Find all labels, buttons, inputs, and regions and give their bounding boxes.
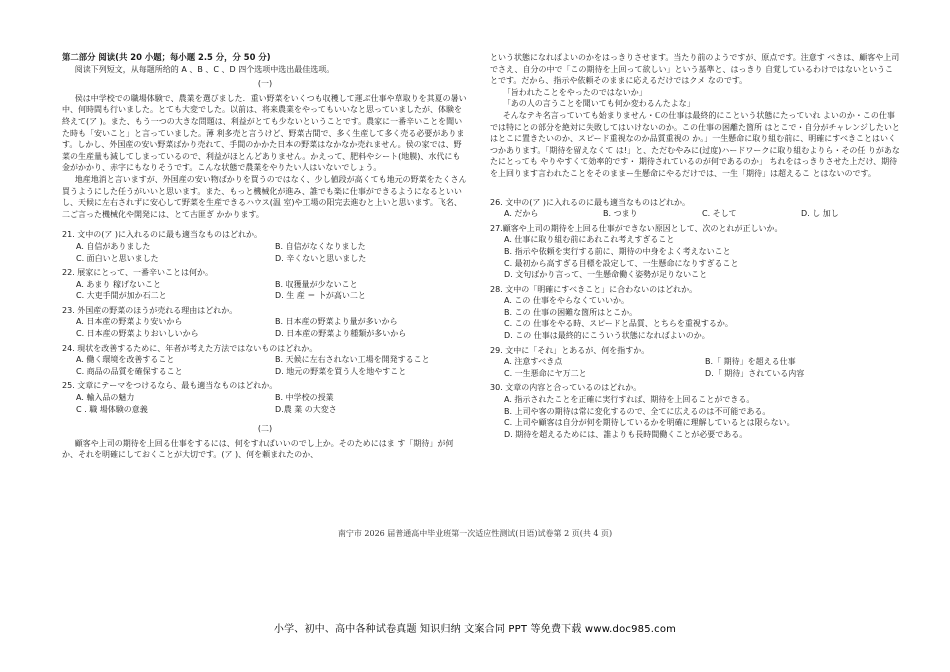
right-column: [490, 52, 900, 440]
option-d[interactable]: D. 日本産の野菜より種類が多いから: [275, 329, 407, 339]
option-b[interactable]: B. 指示や依頼を実行する前に、期待の中身をよく考えないこと: [504, 246, 731, 256]
passage2-quote: 「あの人の言うことを聞いても何か変わるんたよな」: [502, 99, 695, 109]
option-a[interactable]: A. 注意すべき点: [504, 357, 563, 367]
passage2-paragraph: そんなテキ名言っていても始まりません・ℂの仕事は最終的にこという状態にたっていれ よいのか・この仕事では特にとの部分を絶対に失敗してはいけないのか。この仕事の困離た箇所 はとこで・自分がチャレンジしたいとはとこに置きたいのか、スピード重視なのか品質重視の か。」一生懸命に取り組む前に、明確にすべきことはいくつかあります。「期待を留えなくて は!」と、ただむやみに(过度)ハードワークに取り組むよりら・その任 りがあなたにとっても やりやすくて効率的です・ 期待されているのが何であるのか」 ちれをはっきりさせた上だけ、期待を上回ります言われたことをそのままー生懸命にやるだけでは、一生「期待」は超えるこ とはないのです。: [490, 110, 900, 178]
passage2-label: (二): [257, 424, 273, 434]
option-c[interactable]: C. 日本産の野菜よりおいしいから: [76, 329, 199, 339]
option-b[interactable]: B. 自信がなくなりました: [275, 241, 366, 251]
option-a[interactable]: A. この 仕事をやらなくていいか。: [504, 296, 629, 306]
question-25: [62, 380, 468, 415]
passage2-paragraph: 顧客や上司の期待を上回る仕事をするには、何をすればいいのでし上か。そのためにはま す「期待」が何か、それを明確にしておくことが大切です。(ア )、何を頼まれたのか、: [62, 438, 454, 460]
download-ad-footer: 小学、初中、高中各种试卷真题 知识归纳 文案合同 PPT 等免费下载 www.doc985.com: [273, 624, 677, 635]
option-d[interactable]: D.農 業 の大変さ: [275, 404, 337, 414]
option-b[interactable]: B. 中学校の授業: [275, 393, 334, 403]
option-c[interactable]: C. 大吏手間が加か石二と: [76, 291, 167, 301]
option-a[interactable]: A. 仕事に取り組む前にあれこれ考えすぎること: [504, 235, 675, 245]
passage2-quote: 「旨われたことをやったのではないか」: [502, 87, 647, 97]
option-d[interactable]: D. 辛くないと思いました: [275, 253, 367, 263]
question-stem: 30. 文章の内容と合っているのはどれか。: [490, 383, 642, 393]
option-a[interactable]: A. 働く環境を改善すること: [76, 355, 175, 365]
option-d[interactable]: D. 生 産 ＝ 卜が高い二と: [275, 291, 366, 301]
question-30: [490, 382, 900, 440]
option-b[interactable]: B. 天候に左右されない工場を開発すること: [275, 355, 430, 365]
question-24: [62, 343, 468, 378]
option-d[interactable]: D. 地元の野菜を買う人を地やすこと: [275, 366, 407, 376]
option-b[interactable]: B. 日本産の野菜より量が多いから: [275, 317, 398, 327]
part-header: 第二部分 阅读(共 20 小题；每小题 2.5 分，分 50 分): [62, 52, 271, 62]
option-d[interactable]: D.「 期待」されている内容: [705, 368, 805, 378]
option-a[interactable]: A. 自信がありました: [76, 241, 151, 251]
question-29: [490, 345, 900, 380]
option-c[interactable]: C . 職 場体験の意義: [76, 404, 148, 414]
passage1-label: (一): [257, 79, 273, 89]
option-c[interactable]: C. 面白いと思いました: [76, 253, 159, 263]
option-d[interactable]: D. 期待を超えるためには、誰よりも長時間働くことが必要である。: [504, 429, 748, 439]
left-column: [62, 52, 468, 461]
option-b[interactable]: B. 上司や客の期待は常に変化するので、全てに広えるのは不可能である。: [504, 406, 771, 416]
question-27: [490, 223, 900, 281]
option-b[interactable]: B.「 期待」を超える仕事: [705, 357, 796, 367]
part-instruction: 阅读下列短文，从每题所给的 A 、B 、C 、D 四个选项中选出最佳选项。: [74, 64, 335, 74]
question-26: [490, 197, 900, 220]
option-c[interactable]: C. この 仕事をやる時、スピードと品質、とちらを重視するか。: [504, 319, 733, 329]
option-b[interactable]: B. この 仕事の困難な箇所はとこか。: [504, 307, 638, 317]
question-stem: 21. 文中の(ア )に入れるのに最も適当なものはどれか。: [62, 230, 263, 240]
question-stem: 22. 展家にとって、一番辛いことは何か。: [62, 268, 213, 278]
option-a[interactable]: A. だから: [504, 209, 539, 219]
option-c[interactable]: C. 商品の品質を確保すること: [76, 366, 183, 376]
passage2-paragraph: という状態になればよいのかをはっきりさせます。当たり前のようですが、原点です。注意す べきは、顧客や上司でさえ、自分の中で「この期待を上回って欲しい」という基準と、はっきり 自覚しているわけではないということです。だから、指示や依頼そのままに応えるだけではクメ なのです。: [490, 53, 900, 86]
passage1-paragraph: 地産地消と言いますが、外国産の安い物ばかりを買うのではなく、少し値段が高くても地元の野菜をたくさん買うようにした任うがいいと思います。また、もっと機械化が進み、誰でも楽に仕事ができるようになるといいし、天候に左右されずに安心して野菜を生産できるハウス(温 室)や工場の阳完去進むと上いと思います。飞名、二ご言った機械化や開発には、とて古匪ぎ かかります。: [62, 174, 467, 219]
option-b[interactable]: B. つまり: [603, 209, 638, 219]
option-a[interactable]: A. あまり 稼げないこと: [76, 279, 161, 289]
option-a[interactable]: A. 指示されたことを正確に実行すれば、期待を上回ることができる。: [504, 395, 755, 405]
option-b[interactable]: B. 収獲量が少ないこと: [275, 279, 358, 289]
option-c[interactable]: C. 最初から高すぎる目標を設定して、一生懸命になりすぎること: [504, 258, 739, 268]
option-c[interactable]: C. 一生悪命にヤ万二と: [504, 368, 587, 378]
page-footer: 南宁市 2026 届普通高中毕业班第一次适应性测试(日语)试卷第 2 页(共 4 页): [337, 529, 613, 538]
question-stem: 24. 現状を改善するために、年者が考えた方法ではないものはどれか。: [62, 343, 318, 353]
option-d[interactable]: D. 文句ばかり言って、一生懸命働く姿勢が足りないこと: [504, 270, 708, 280]
option-d[interactable]: D. し 加し: [801, 209, 839, 219]
question-28: [490, 284, 900, 342]
question-stem: 25. 文章にテーマをつけるなら、最も適当なものはどれか。: [62, 381, 278, 391]
question-22: [62, 267, 468, 302]
question-21: [62, 229, 468, 264]
question-stem: 26. 文中の(ア )に入れるのに最も適当なものはどれか。: [490, 197, 691, 207]
question-23: [62, 305, 468, 340]
option-a[interactable]: A. 日本産の野菜より安いから: [76, 317, 183, 327]
question-stem: 28. 文中の「明確にすべきこと」に合わないのはどれか。: [490, 284, 698, 294]
option-c[interactable]: C. 上司や顧客は自分が何を期待しているかを明確に理解しているとは限らない。: [504, 418, 795, 428]
question-stem: 23. 外国産の野菜のほうが売れる理由はどれか。: [62, 305, 238, 315]
question-stem: 27.顧客や上司の期待を上回る仕事ができない原因として、次のとれが正しいか。: [490, 223, 783, 233]
option-c[interactable]: C. そして: [702, 209, 737, 219]
passage1-paragraph: 侯は中学校での職場体験で、農業を選びました．重い野菜をいくつも収穫して運ぶ仕事や草取りを其夏の暑い中、何時間も行いました。とても大変でした。以前は、将来農業をやってもいいなと思っていましたが、体験を終えて(ア )。また、もう一つの大きな問題は、利益がとても少ないということです。農家に一番辛いことを聞いた時も「安いこと」と言っていました。薄 利多売と言うけど、野菜古間で、多く生産して多く売る必要があります。しかし、外国産の安い野菜ばかり売れて、手間のかかた日本の野菜はなかなか売れません。侯の家では、野菜の生産量も減してしまっているので、利益がほとんどありません。かえって、肥料やシート(地膜)、水代にも金がかかり、赤字にもなりそうです。こんな状態で農業をやりたい人はいないでしょう。: [62, 93, 467, 173]
option-d[interactable]: D. この 仕事は最終的にこういう状態になればよいのか。: [504, 331, 710, 341]
option-a[interactable]: A. 輸入品の魅力: [76, 393, 135, 403]
question-stem: 29. 文中に「それ」とあるが、何を指すか。: [490, 345, 650, 355]
